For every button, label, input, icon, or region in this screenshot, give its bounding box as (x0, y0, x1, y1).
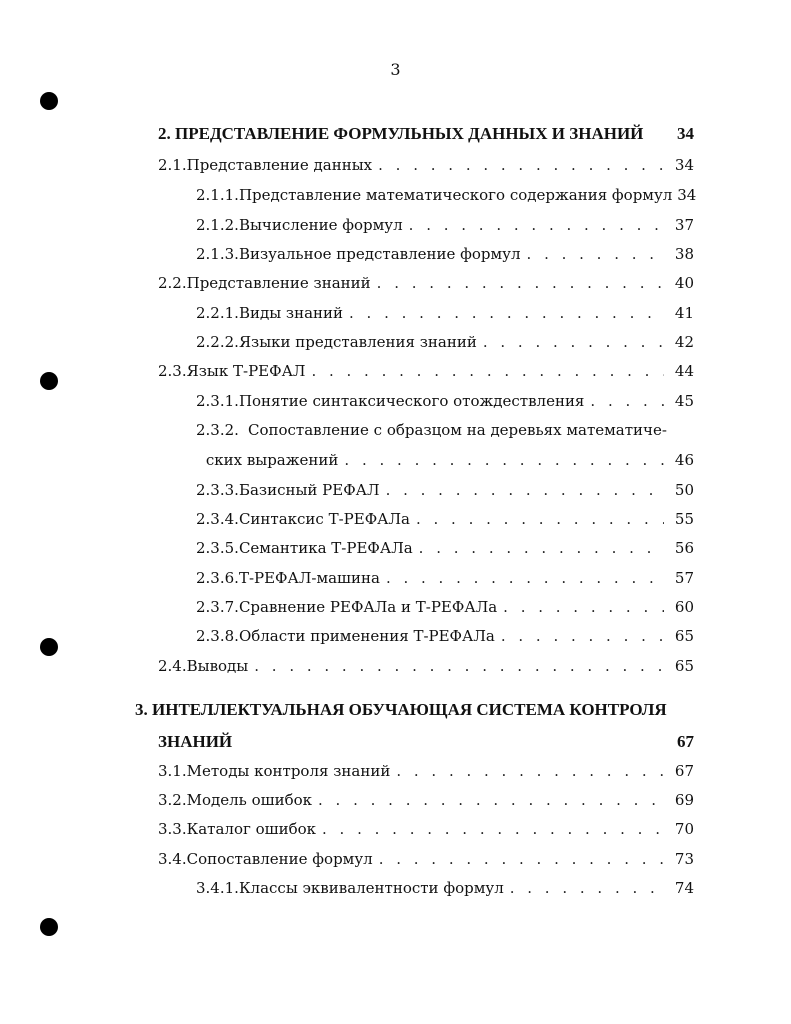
punch-hole-marker (40, 92, 58, 110)
entry-title: Вычисление формул (238, 216, 403, 234)
entry-page: 69 (674, 791, 694, 809)
entry-title: ских выражений (205, 451, 339, 469)
entry-number: 2.2.1. (196, 304, 239, 322)
toc-entry (196, 333, 694, 351)
entry-number: 2.3.6. (196, 569, 239, 587)
entry-title: Т-РЕФАЛ-машина (238, 569, 380, 587)
chapter-title-line-1: 3. ИНТЕЛЛЕКТУАЛЬНАЯ ОБУЧАЮЩАЯ СИСТЕМА КОНТРОЛЯ (135, 700, 667, 719)
entry-title: Классы эквивалентности формул (238, 879, 504, 897)
entry-title: Базисный РЕФАЛ (238, 481, 380, 499)
entry-number: 2.3.3. (196, 481, 239, 499)
punch-hole-marker (40, 372, 58, 390)
entry-number: 2.1.1. (196, 186, 239, 204)
entry-page: 65 (674, 627, 694, 645)
entry-title: Методы контроля знаний (186, 762, 391, 780)
entry-page: 50 (674, 481, 694, 499)
entry-title: Синтаксис Т-РЕФАЛа (238, 510, 410, 528)
entry-page: 38 (674, 245, 694, 263)
dot-leader (527, 245, 664, 263)
toc-entry (196, 510, 694, 528)
dot-leader (483, 333, 664, 351)
entry-number: 2.1.3. (196, 245, 239, 263)
entry-page: 57 (674, 569, 694, 587)
entry-title: Сопоставление с образцом на деревьях математиче- (248, 421, 667, 439)
dot-leader (386, 569, 664, 587)
entry-number: 3.1. (158, 762, 187, 780)
dot-leader (590, 392, 664, 410)
entry-page: 37 (674, 216, 694, 234)
toc-entry (196, 569, 694, 587)
entry-page: 45 (674, 392, 694, 410)
dot-leader (501, 627, 664, 645)
entry-title: Понятие синтаксического отождествления (238, 392, 585, 410)
toc-entry (158, 762, 694, 780)
chapter-title: 2. ПРЕДСТАВЛЕНИЕ ФОРМУЛЬНЫХ ДАННЫХ И ЗНАНИЙ (158, 124, 644, 143)
entry-number: 3.2. (158, 791, 187, 809)
chapter-page: 34 (677, 124, 694, 143)
entry-title: Выводы (186, 657, 249, 675)
dot-leader (318, 791, 664, 809)
dot-leader (409, 216, 664, 234)
entry-page: 55 (674, 510, 694, 528)
entry-number: 2.3.1. (196, 392, 239, 410)
toc-entry (158, 156, 694, 174)
entry-title: Виды знаний (238, 304, 344, 322)
toc-entry (196, 451, 694, 469)
entry-page: 65 (674, 657, 694, 675)
entry-title: Сравнение РЕФАЛа и Т-РЕФАЛа (238, 598, 498, 616)
toc-entry (196, 304, 694, 322)
dot-leader (503, 598, 664, 616)
toc-entry (158, 274, 694, 292)
entry-number: 2.3.4. (196, 510, 239, 528)
dot-leader (386, 481, 664, 499)
dot-leader (396, 762, 664, 780)
entry-page: 67 (674, 762, 694, 780)
entry-page: 34 (677, 186, 697, 204)
toc-entry (196, 186, 697, 204)
entry-number: 2.3.2. (196, 421, 239, 439)
dot-leader (344, 451, 664, 469)
toc-entry (196, 598, 694, 616)
punch-hole-marker (40, 638, 58, 656)
dot-leader (416, 510, 664, 528)
toc-chapter-3-line-2 (158, 732, 694, 752)
entry-page: 44 (674, 362, 694, 380)
toc-entry (158, 657, 694, 675)
dot-leader (322, 820, 664, 838)
entry-number: 2.4. (158, 657, 187, 675)
entry-title: Сопоставление формул (186, 850, 373, 868)
punch-hole-marker (40, 918, 58, 936)
toc-chapter-2 (158, 124, 694, 144)
entry-title: Семантика Т-РЕФАЛа (238, 539, 413, 557)
entry-title: Представление знаний (186, 274, 371, 292)
dot-leader (419, 539, 664, 557)
entry-title: Представление данных (186, 156, 373, 174)
entry-number: 3.3. (158, 820, 187, 838)
dot-leader (378, 156, 664, 174)
dot-leader (379, 850, 664, 868)
entry-number: 2.3.5. (196, 539, 239, 557)
chapter-page: 67 (677, 732, 694, 751)
dot-leader (510, 879, 664, 897)
entry-number: 2.1.2. (196, 216, 239, 234)
toc-entry (196, 421, 694, 439)
toc-entry (158, 820, 694, 838)
toc-entry (158, 850, 694, 868)
entry-title: Области применения Т-РЕФАЛа (238, 627, 495, 645)
entry-title: Язык Т-РЕФАЛ (186, 362, 306, 380)
entry-number: 2.2.2. (196, 333, 239, 351)
dot-leader (349, 304, 664, 322)
dot-leader (377, 274, 664, 292)
entry-title: Модель ошибок (186, 791, 313, 809)
entry-number: 3.4.1. (196, 879, 239, 897)
entry-page: 73 (674, 850, 694, 868)
entry-number: 3.4. (158, 850, 187, 868)
entry-number: 2.3.7. (196, 598, 239, 616)
entry-page: 40 (674, 274, 694, 292)
entry-page: 74 (674, 879, 694, 897)
entry-page: 56 (674, 539, 694, 557)
toc-entry (196, 879, 694, 897)
entry-title: Визуальное представление формул (238, 245, 521, 263)
entry-page: 70 (674, 820, 694, 838)
toc-chapter-3 (135, 700, 694, 720)
entry-page: 46 (674, 451, 694, 469)
page-number: 3 (390, 60, 401, 79)
entry-page: 34 (674, 156, 694, 174)
entry-number: 2.3. (158, 362, 187, 380)
entry-number: 2.1. (158, 156, 187, 174)
entry-page: 42 (674, 333, 694, 351)
toc-entry (196, 392, 694, 410)
entry-title: Каталог ошибок (186, 820, 317, 838)
entry-title: Представление математического содержания формул (238, 186, 673, 204)
toc-entry (196, 216, 694, 234)
entry-page: 41 (674, 304, 694, 322)
dot-leader (311, 362, 664, 380)
toc-entry (158, 791, 694, 809)
entry-number: 2.3.8. (196, 627, 239, 645)
dot-leader (254, 657, 664, 675)
chapter-title-line-2: ЗНАНИЙ (158, 732, 233, 751)
toc-entry (196, 245, 694, 263)
toc-entry (196, 539, 694, 557)
toc-entry (158, 362, 694, 380)
entry-title: Языки представления знаний (238, 333, 477, 351)
toc-entry (196, 627, 694, 645)
entry-page: 60 (674, 598, 694, 616)
toc-entry (196, 481, 694, 499)
entry-number: 2.2. (158, 274, 187, 292)
